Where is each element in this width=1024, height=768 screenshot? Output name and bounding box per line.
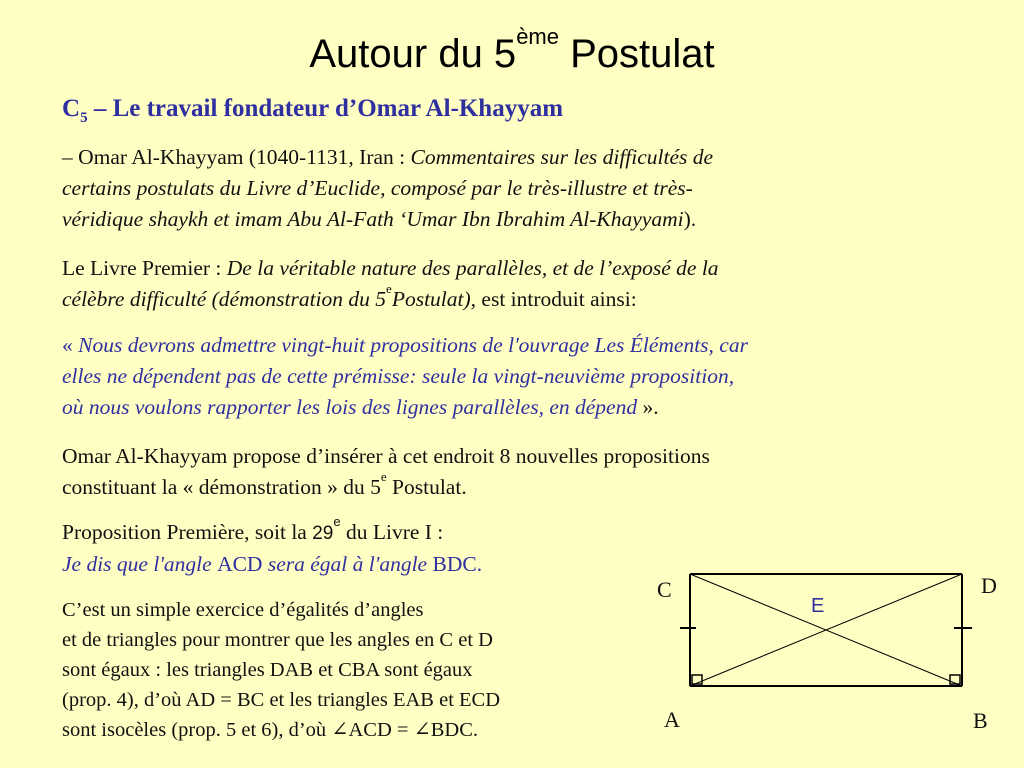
- proposition-statement: Proposition Première, soit la 29e du Livre I : Je dis que l'angle ACD sera égal à l'angle BDC.: [62, 514, 483, 576]
- paragraph-new-propositions: Omar Al-Khayyam propose d’insérer à cet endroit 8 nouvelles propositions constituant la « démonstration » du 5e Postulat.: [62, 444, 710, 499]
- label-c: C: [657, 577, 672, 602]
- paragraph-khayyam-works: – Omar Al-Khayyam (1040-1131, Iran : Commentaires sur les difficultés de certains postulats du Livre d’Euclide, composé par le très-illustre et très- véridique shaykh et imam Abu Al-Fath ‘Umar Ibn Ibrahim Al-Khayyami).: [62, 145, 714, 231]
- slide-title: Autour du 5ème Postulat: [309, 24, 715, 76]
- quadrilateral-diagram: [640, 560, 1020, 760]
- label-d: D: [981, 573, 997, 598]
- paragraph-livre-premier: Le Livre Premier : De la véritable nature des parallèles, et de l’exposé de la célèbre difficulté (démonstration du 5ePostulat), est introduit ainsi:: [62, 256, 719, 311]
- proof-line: sont isocèles (prop. 5 et 6), d’où ∠ACD = ∠BDC.: [62, 719, 479, 741]
- proof-line: (prop. 4), d’où AD = BC et les triangles EAB et ECD: [62, 689, 501, 711]
- label-a: A: [664, 707, 680, 732]
- title-superscript: ème: [516, 24, 559, 49]
- proof-line: sont égaux : les triangles DAB et CBA sont égaux: [62, 659, 473, 681]
- label-b: B: [973, 708, 988, 733]
- saccheri-quadrilateral-figure: [640, 560, 1020, 760]
- quotation: « Nous devrons admettre vingt-huit propositions de l'ouvrage Les Éléments, car elles ne dépendent pas de cette prémisse: seule la vingt-neuvième proposition, où nous voulons rapporter les lois des lignes parallèles, en dépend ».: [62, 333, 748, 419]
- label-e: E: [811, 595, 825, 617]
- proof-line: et de triangles pour montrer que les angles en C et D: [62, 629, 493, 651]
- section-heading: $C_5$ – Le travail fondateur d’Omar Al-Khayyam: [62, 95, 564, 126]
- proof-line: C’est un simple exercice d’égalités d’angles: [62, 599, 424, 621]
- proof-explanation: [62, 595, 622, 745]
